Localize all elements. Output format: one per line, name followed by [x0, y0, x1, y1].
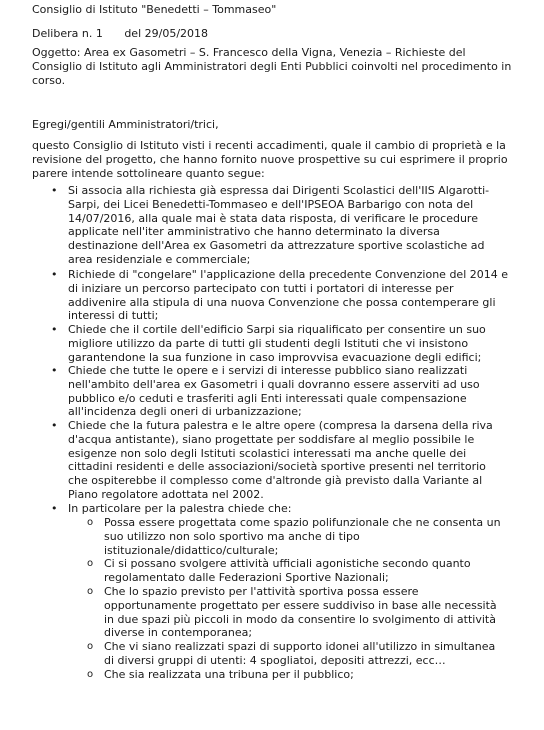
council-heading: Consiglio di Istituto "Benedetti – Tommaseo": [32, 3, 277, 16]
list-item-text: Chiede che il cortile dell'edificio Sarpi sia riqualificato per consentire un suo migliore utilizzo da parte di tutti gli studenti degli Istituti che vi insistono garantendone la sua funzione in caso improvvisa evacuazione degli edifici;: [68, 323, 486, 364]
bullet-icon: •: [51, 419, 58, 432]
list-item-text: Si associa alla richiesta già espressa dai Dirigenti Scolastici dell'IIS Algarotti-Sarpi, dei Licei Benedetti-Tommaseo e dell'IPSEOA Barbarigo con nota del 14/07/2016, alla quale mai è stata data risposta, di verificare le procedure applicate nell'iter amministrativo che hanno determinato la diversa destinazione dell'Area ex Gasometri da attrezzature sportive scolastiche ad area residenziale e commerciale;: [68, 184, 490, 266]
sub-list-item: [87, 585, 504, 640]
sub-list-item: [87, 668, 504, 682]
sub-list-item-text: Che sia realizzata una tribuna per il pubblico;: [104, 668, 354, 681]
sub-list-item: [87, 516, 504, 557]
decree-number: 1: [95, 27, 103, 40]
list-item-text: Chiede che tutte le opere e i servizi di interesse pubblico siano realizzati nell'ambito dell'area ex Gasometri i quali dovranno essere asserviti ad uso pubblico e/o ceduti e trasferiti agli Enti interessati quale compensazione all'incidenza degli oneri di urbanizzazione;: [68, 364, 480, 419]
circle-bullet-icon: o: [87, 558, 94, 569]
sub-list-item-text: Che vi siano realizzati spazi di supporto idonei all'utilizzo in simultanea di diversi gruppi di utenti: 4 spogliatoi, depositi attrezzi, ecc…: [104, 640, 496, 667]
circle-bullet-icon: o: [87, 669, 94, 680]
bullet-icon: •: [51, 323, 58, 336]
sub-list-item-text: Ci si possano svolgere attività ufficiali agonistiche secondo quanto regolamentato dalle Federazioni Sportive Nazionali;: [104, 557, 471, 584]
sub-list-item: [87, 557, 504, 585]
list-item: [51, 364, 508, 419]
list-item: [51, 502, 508, 516]
sub-list-item: [87, 640, 504, 668]
sub-list-item-text: Che lo spazio previsto per l'attività sportiva possa essere opportunamente progettato per essere suddiviso in base alle necessità in due spazi più piccoli in modo da consentire lo svolgimento di attività diverse in contemporanea;: [104, 585, 497, 640]
bullet-icon: •: [51, 364, 58, 377]
circle-bullet-icon: o: [87, 586, 94, 597]
greeting: Egregi/gentili Amministratori/trici,: [32, 118, 219, 131]
sub-list-item-text: Possa essere progettata come spazio polifunzionale che ne consenta un suo utilizzo non solo sportivo ma anche di tipo istituzionale/didattico/culturale;: [104, 516, 501, 557]
circle-bullet-icon: o: [87, 641, 94, 652]
decree-line: [32, 27, 208, 40]
subject-paragraph: Oggetto: Area ex Gasometri – S. Francesco della Vigna, Venezia – Richieste del Consiglio di Istituto agli Amministratori degli Enti Pubblici coinvolti nel procedimento in corso.: [32, 46, 512, 87]
bullet-icon: •: [51, 184, 58, 197]
bullet-icon: •: [51, 502, 58, 515]
circle-bullet-icon: o: [87, 517, 94, 528]
decree-prefix: Delibera n.: [32, 27, 93, 40]
intro-paragraph: questo Consiglio di Istituto visti i recenti accadimenti, quale il cambio di proprietà e la revisione del progetto, che hanno fornito nuove prospettive su cui esprimere il proprio parere intende sottolineare quanto segue:: [32, 139, 508, 180]
decree-date: del 29/05/2018: [124, 27, 209, 40]
list-item: [51, 184, 508, 267]
list-item-text: Chiede che la futura palestra e le altre opere (compresa la darsena della riva d'acqua antistante), siano progettate per soddisfare al meglio possibile le esigenze non solo degli Istituti scolastici interessati ma anche quelle dei cittadini residenti e delle associazioni/società sportive presenti nel territorio che ospiterebbe il complesso come d'altronde già previsto dalla Variante al Piano regolatore adottata nel 2002.: [68, 419, 493, 501]
list-item: [51, 323, 508, 364]
bullet-icon: •: [51, 268, 58, 281]
list-item-text: In particolare per la palestra chiede che:: [68, 502, 292, 515]
list-item: [51, 419, 508, 502]
list-item-text: Richiede di "congelare" l'applicazione della precedente Convenzione del 2014 e di iniziare un percorso partecipato con tutti i portatori di interesse per addivenire alla stipula di una nuova Convenzione che possa contemperare gli interessi di tutti;: [68, 268, 508, 323]
list-item: [51, 268, 508, 323]
